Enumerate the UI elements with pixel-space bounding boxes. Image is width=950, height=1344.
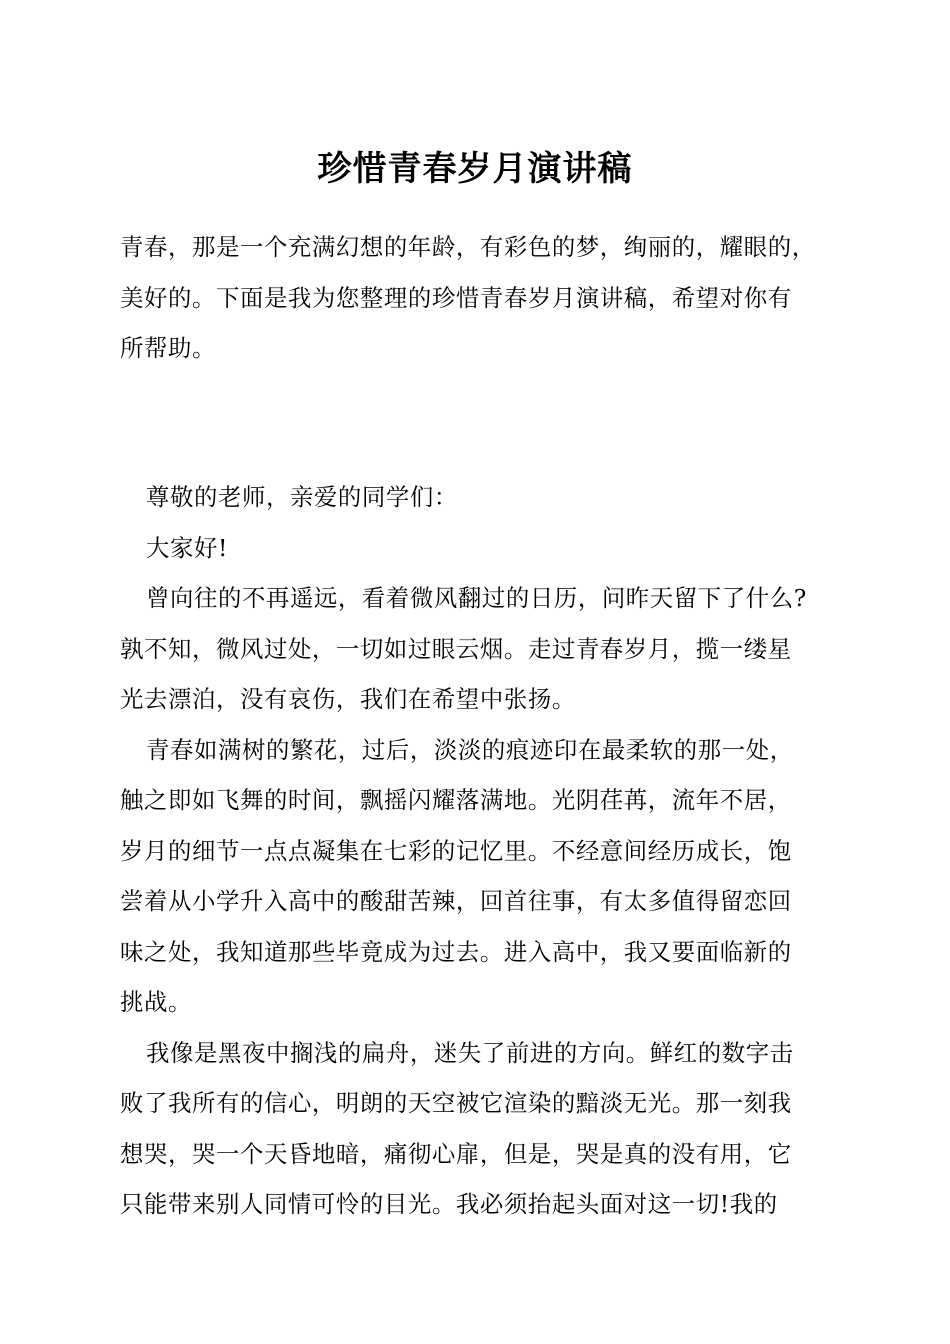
paragraph-line: 光去漂泊，没有哀伤，我们在希望中张扬。 [120,685,576,713]
paragraph-line: 我像是黑夜中搁浅的扁舟，迷失了前进的方向。鲜红的数字击 [146,1038,794,1067]
paragraph-line: 孰不知，微风过处，一切如过眼云烟。走过青春岁月，揽一缕星 [120,634,792,663]
speech-body [120,472,855,1230]
paragraph-line: 青春如满树的繁花，过后，淡淡的痕迹印在最柔软的那一处， [146,735,794,764]
salutation: 尊敬的老师，亲爱的同学们： [146,483,458,511]
paragraph-line: 败了我所有的信心，明朗的天空被它渲染的黯淡无光。那一刻我 [120,1089,792,1117]
paragraph-line: 曾向往的不再遥远，看着微风翻过的日历，问昨天留下了什么? [146,584,807,612]
intro-paragraph [120,222,855,374]
intro-line: 所帮助。 [120,334,216,362]
paragraph-line: 尝着从小学升入高中的酸甜苦辣，回首往事，有太多值得留恋回 [120,887,792,915]
intro-line: 美好的。下面是我为您整理的珍惜青春岁月演讲稿，希望对你有 [120,283,792,312]
paragraph-line: 味之处，我知道那些毕竟成为过去。进入高中，我又要面临新的 [120,937,792,966]
document-title: 珍惜青春岁月演讲稿 [317,149,633,189]
paragraph-line: 挑战。 [120,988,192,1016]
paragraph-line: 想哭，哭一个天昏地暗，痛彻心扉，但是，哭是真的没有用，它 [120,1139,792,1168]
paragraph-line: 只能带来别人同情可怜的目光。我必须抬起头面对这一切!我的 [120,1190,778,1218]
intro-line: 青春，那是一个充满幻想的年龄，有彩色的梦，绚丽的，耀眼的， [120,233,816,261]
greeting: 大家好! [146,533,228,562]
paragraph-line: 岁月的细节一点点凝集在七彩的记忆里。不经意间经历成长，饱 [120,836,792,865]
paragraph-line: 触之即如飞舞的时间，飘摇闪耀落满地。光阴荏苒，流年不居， [120,786,792,814]
